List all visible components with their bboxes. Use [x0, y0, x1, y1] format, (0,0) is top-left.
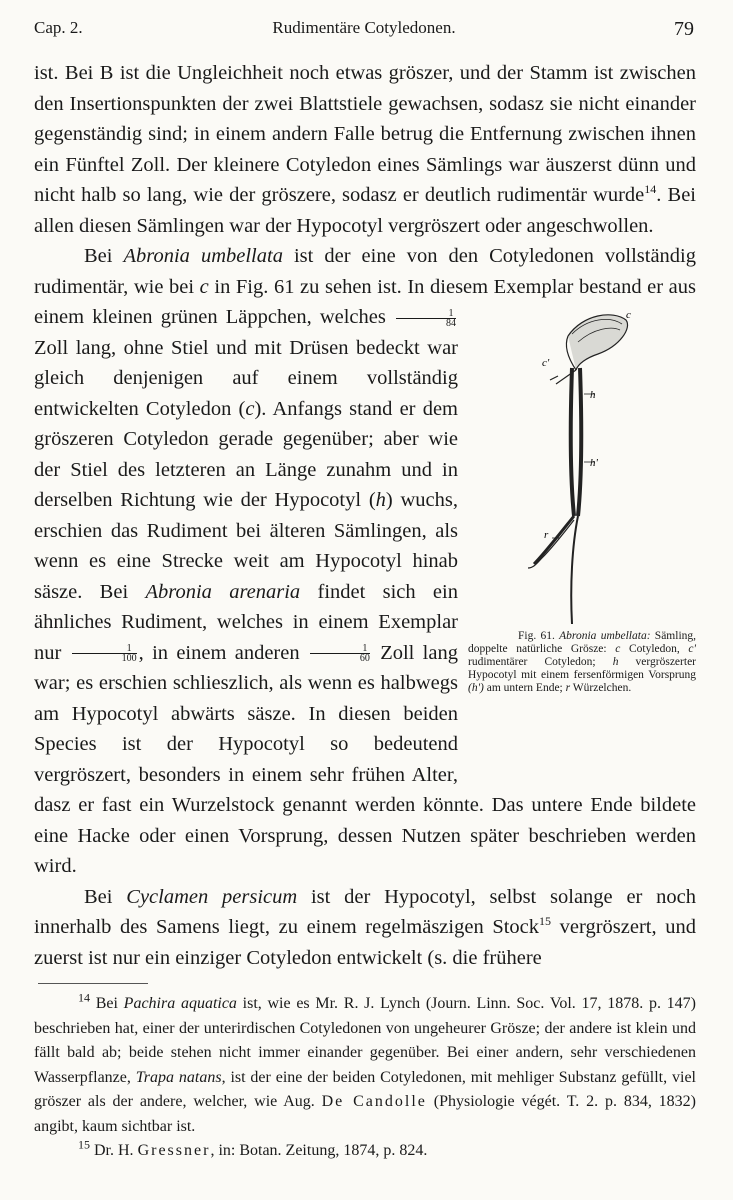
figure-caption: Fig. 61. Abronia umbellata: Sämling, doppelte natürliche Grösze: c Cotyledon, c' rudimentärer Cotyledon; h vergröszerter Hypocotyl mit einem fersenförmigen Vorsprung (h') am untern Ende; r Würzelchen.	[468, 630, 697, 694]
paragraph-2: Bei Abronia umbellata ist der eine von den Cotyledonen vollständig rudimentär, wie bei c in Fig. 61 zu sehen ist. In diesem Exemplar bestand er aus einem kleinen grünen Läppchen, welches c c' h h' r Fig. 61. Abronia umbellata: Sämling, doppelte natürliche Grösze: c Cotyledon, c' rudimentärer Cotyledon; h vergröszerter Hypocotyl mit einem fersenförmigen Vorsprung (h') am untern Ende; r Würzelchen. $\frac{1}{84}$ Zoll lang, ohne Stiel und mit Drüsen bedeckt war gleich denjenigen auf einem vollständig entwickelten Cotyledon (c). Anfangs stand er dem gröszeren Cotyledon gerade gegenüber; aber wie der Stiel des letzteren an Länge zunahm und in derselben Richtung wie der Hypocotyl (h) wuchs, erschien das Rudiment bei älteren Sämlingen, als wenn es eine Strecke weit am Hypocotyl hinab säsze. Bei Abronia arenaria findet sich ein ähnliches Rudiment, welches in einem Exemplar nur $\frac{1}{100}$ , in einem anderen $\frac{1}{60}$ Zoll lang war; es erschien schlieszlich, als wenn es halbwegs am Hypocotyl abwärts säsze. In diesen beiden Species ist der Hypocotyl so bedeutend vergröszert, besonders in einem sehr frühen Alter, dasz er fast ein Wurzelstock genannt werden könnte. Das untere Ende bildete eine Hacke oder einen Vorsprung, dessen Nutzen später beschrieben werden wird.	[34, 245, 697, 877]
page-number: 79	[674, 18, 694, 40]
figure-61	[468, 306, 696, 778]
author-name: Gressner	[137, 1142, 211, 1159]
paragraph-3: Bei Cyclamen persicum ist der Hypocotyl, selbst solange er noch innerhalb des Samens liegt, zu einem regelmäszigen Stock$^{15}$ vergröszert, und zuerst ist nur ein einziger Cotyledon entwickelt (s. die frühere	[34, 885, 697, 969]
footnote-15: $^{15}$ Dr. H. Gressner, in: Botan. Zeitung, 1874, p. 824.	[78, 1137, 428, 1159]
footnote-ref-15: 15	[539, 914, 552, 929]
page-header	[34, 14, 694, 42]
species-name: Abronia arenaria	[145, 580, 301, 603]
footnote-divider	[38, 983, 148, 984]
paragraph-1: ist. Bei B ist die Ungleichheit noch etwas gröszer, und der Stamm ist zwischen den Insertionspunkten der zwei Blattstiele gewachsen, sodasz sie nicht einander gegenständig sind; in einem andern Falle betrug die Entfernung zwischen ihnen ein Fünftel Zoll. Der kleinere Cotyledon eines Sämlings war äuszerst dünn und nicht halb so lang, wie der gröszere, sodasz er deutlich rudimentär wurde$^{14}$. Bei allen diesen Sämlingen war der Hypocotyl vergröszert oder angeschwollen.	[34, 62, 697, 237]
main-text	[34, 58, 696, 973]
author-name: De Candolle	[321, 1093, 427, 1110]
species-name: Abronia umbellata	[123, 245, 283, 267]
running-title: Rudimentäre Cotyledonen.	[272, 18, 456, 37]
label-c-prime: c'	[542, 357, 550, 369]
chapter-label: Cap. 2.	[34, 18, 83, 37]
fraction-1-100: $\frac{1}{100}$	[72, 644, 137, 663]
label-c: c	[626, 309, 631, 321]
label-h-prime: h'	[590, 457, 598, 469]
figure-number: Fig. 61.	[518, 630, 555, 642]
species-name: Cyclamen persicum	[126, 885, 298, 908]
label-h: h	[590, 389, 596, 401]
label-r: r	[544, 529, 549, 541]
fraction-1-84: $\frac{1}{84}$	[396, 309, 456, 328]
footnote-ref-14: 14	[644, 182, 657, 197]
footnotes	[34, 992, 696, 1164]
footnote-14: $^{14}$ Bei Pachira aquatica ist, wie es Mr. R. J. Lynch (Journ. Linn. Soc. Vol. 17, 1878. p. 147) beschrieben hat, einer der unterirdischen Cotyledonen von ungeheurer Grösze; der andere ist klein und fällt bald ab; beide stehen nicht immer einander gegenüber. Bei einer andern, sehr verschiedenen Wasserpflanze, Trapa natans, ist der eine der beiden Cotyledonen, mit mehliger Substanz gefüllt, viel gröszer als der andere, welcher, wie Aug. De Candolle (Physiologie végét. T. 2. p. 834, 1832) angibt, kaum sichtbar ist.	[34, 990, 697, 1135]
fraction-1-60: $\frac{1}{60}$	[310, 644, 370, 663]
seedling-illustration	[498, 306, 668, 626]
